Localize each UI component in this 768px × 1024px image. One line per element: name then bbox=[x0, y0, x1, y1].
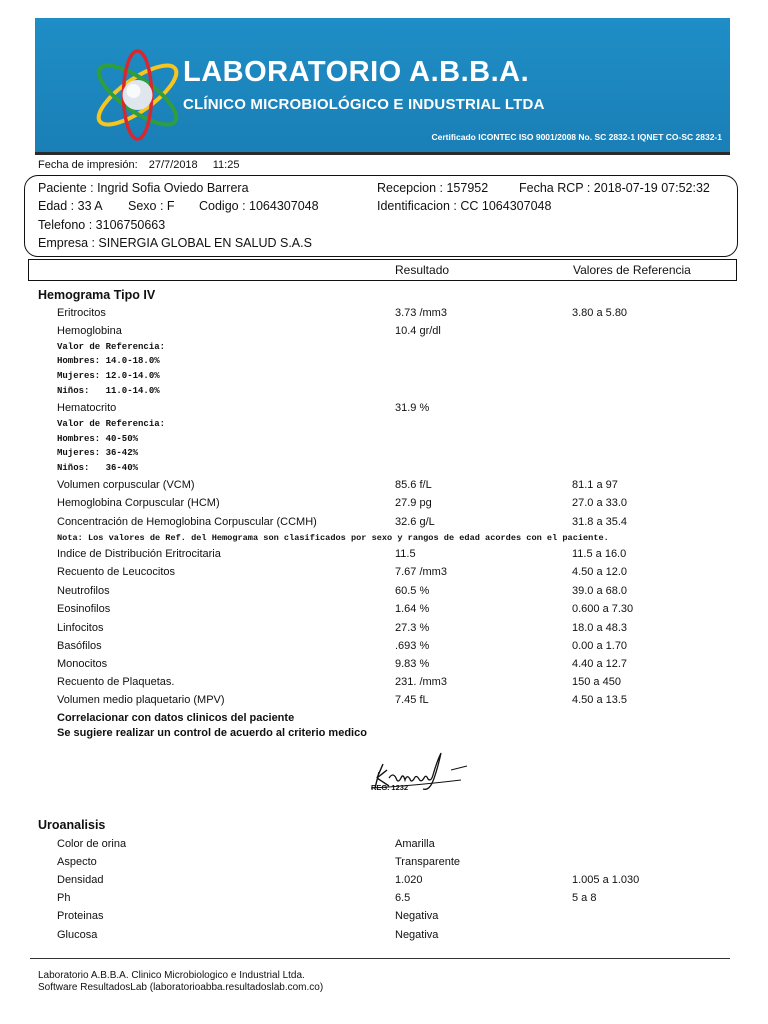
reference-note-line: Valor de Referencia: bbox=[57, 419, 166, 429]
test-reference: 4.50 a 12.0 bbox=[572, 566, 628, 578]
patient-age: Edad : 33 A bbox=[38, 199, 103, 213]
test-result: 6.5 bbox=[395, 892, 411, 904]
test-name: Indice de Distribución Eritrocitaria bbox=[57, 548, 221, 560]
test-result: 9.83 % bbox=[395, 658, 430, 670]
reference-note-line: Hombres: 40-50% bbox=[57, 434, 139, 444]
col-header-result: Resultado bbox=[395, 263, 450, 277]
test-result: 1.64 % bbox=[395, 603, 430, 615]
patient-phone: Telefono : 3106750663 bbox=[38, 218, 166, 232]
reception-number: Recepcion : 157952 bbox=[377, 181, 489, 195]
test-reference: 81.1 a 97 bbox=[572, 479, 618, 491]
print-label: Fecha de impresión: bbox=[38, 159, 138, 171]
test-reference: 39.0 a 68.0 bbox=[572, 585, 628, 597]
test-name: Eritrocitos bbox=[57, 307, 106, 319]
test-name: Volumen corpuscular (VCM) bbox=[57, 479, 195, 491]
test-reference: 18.0 a 48.3 bbox=[572, 622, 628, 634]
test-result: 85.6 f/L bbox=[395, 479, 432, 491]
test-reference: 0.00 a 1.70 bbox=[572, 640, 628, 652]
test-name: Eosinofilos bbox=[57, 603, 111, 615]
test-name: Aspecto bbox=[57, 856, 97, 868]
test-result: 1.020 bbox=[395, 874, 423, 886]
test-reference: 1.005 a 1.030 bbox=[572, 874, 640, 886]
test-name: Recuento de Leucocitos bbox=[57, 566, 176, 578]
certification-text: Certificado ICONTEC ISO 9001/2008 No. SC 2832-1 IQNET CO-SC 2832-1 bbox=[431, 132, 722, 142]
test-result: Negativa bbox=[395, 929, 439, 941]
reference-note-line: Mujeres: 36-42% bbox=[57, 448, 139, 458]
reference-note-line: Valor de Referencia: bbox=[57, 342, 166, 352]
reception-date: Fecha RCP : 2018-07-19 07:52:32 bbox=[519, 181, 710, 195]
test-reference: 4.40 a 12.7 bbox=[572, 658, 628, 670]
col-header-reference: Valores de Referencia bbox=[573, 263, 691, 277]
test-result: 32.6 g/L bbox=[395, 516, 435, 528]
patient-name: Paciente : Ingrid Sofia Oviedo Barrera bbox=[38, 181, 249, 195]
clinical-note: Correlacionar con datos clinicos del paciente bbox=[57, 712, 295, 724]
footer-lab-name: Laboratorio A.B.B.A. Clinico Microbiologico e Industrial Ltda. bbox=[38, 970, 305, 981]
test-name: Color de orina bbox=[57, 838, 127, 850]
signature-registration: REG. 1232 bbox=[371, 783, 409, 792]
test-name: Hematocrito bbox=[57, 402, 117, 414]
test-reference: 5 a 8 bbox=[572, 892, 597, 904]
reference-note-line: Hombres: 14.0-18.0% bbox=[57, 356, 160, 366]
test-name: Densidad bbox=[57, 874, 104, 886]
test-result: 60.5 % bbox=[395, 585, 430, 597]
patient-sex: Sexo : F bbox=[128, 199, 175, 213]
test-result: Transparente bbox=[395, 856, 461, 868]
test-result: Amarilla bbox=[395, 838, 435, 850]
test-reference: 150 a 450 bbox=[572, 676, 621, 688]
lab-name: LABORATORIO A.B.B.A. bbox=[183, 56, 530, 88]
patient-id: Identificacion : CC 1064307048 bbox=[377, 199, 552, 213]
clinical-note: Se sugiere realizar un control de acuerdo al criterio medico bbox=[57, 727, 367, 739]
header-divider bbox=[35, 152, 730, 155]
section-title-hemograma: Hemograma Tipo IV bbox=[38, 288, 156, 302]
test-result: 3.73 /mm3 bbox=[395, 307, 447, 319]
footer-divider bbox=[30, 958, 730, 959]
test-name: Basófilos bbox=[57, 640, 102, 652]
test-name: Concentración de Hemoglobina Corpuscular (CCMH) bbox=[57, 516, 317, 528]
test-name: Proteinas bbox=[57, 910, 104, 922]
test-reference: 11.5 a 16.0 bbox=[572, 548, 627, 560]
test-reference: 27.0 a 33.0 bbox=[572, 497, 628, 509]
test-result: 27.3 % bbox=[395, 622, 430, 634]
test-name: Monocitos bbox=[57, 658, 108, 670]
test-result: 7.67 /mm3 bbox=[395, 566, 447, 578]
test-name: Ph bbox=[57, 892, 71, 904]
test-reference: 31.8 a 35.4 bbox=[572, 516, 628, 528]
test-result: 27.9 pg bbox=[395, 497, 432, 509]
header-banner bbox=[35, 18, 730, 152]
reference-note-line: Niños: 11.0-14.0% bbox=[57, 386, 160, 396]
print-date: 27/7/2018 bbox=[148, 159, 198, 171]
test-name: Hemoglobina Corpuscular (HCM) bbox=[57, 497, 220, 509]
test-result: 7.45 fL bbox=[395, 694, 429, 706]
test-result: 10.4 gr/dl bbox=[395, 325, 441, 337]
reference-note-line: Mujeres: 12.0-14.0% bbox=[57, 371, 160, 381]
test-result: 231. /mm3 bbox=[395, 676, 447, 688]
test-result: .693 % bbox=[395, 640, 430, 652]
print-time: 11:25 bbox=[212, 159, 240, 171]
patient-code: Codigo : 1064307048 bbox=[199, 199, 319, 213]
lab-subtitle: CLÍNICO MICROBIOLÓGICO E INDUSTRIAL LTDA bbox=[183, 96, 545, 113]
reference-note-line: Niños: 36-40% bbox=[57, 463, 139, 473]
test-result: 11.5 bbox=[395, 548, 416, 560]
test-name: Linfocitos bbox=[57, 622, 104, 634]
test-name: Glucosa bbox=[57, 929, 98, 941]
test-name: Recuento de Plaquetas. bbox=[57, 676, 175, 688]
test-reference: 3.80 a 5.80 bbox=[572, 307, 628, 319]
atom-logo-icon bbox=[85, 43, 190, 143]
print-info bbox=[38, 159, 239, 171]
section-title-uroanalisis: Uroanalisis bbox=[38, 818, 106, 832]
test-name: Neutrofilos bbox=[57, 585, 110, 597]
test-reference: 4.50 a 13.5 bbox=[572, 694, 628, 706]
test-name: Hemoglobina bbox=[57, 325, 122, 337]
hemogram-note: Nota: Los valores de Ref. del Hemograma son clasificados por sexo y rangos de edad acordes con el paciente. bbox=[57, 533, 609, 543]
patient-company: Empresa : SINERGIA GLOBAL EN SALUD S.A.S bbox=[38, 236, 312, 250]
test-name: Volumen medio plaquetario (MPV) bbox=[57, 694, 225, 706]
test-reference: 0.600 a 7.30 bbox=[572, 603, 634, 615]
test-result: Negativa bbox=[395, 910, 439, 922]
test-result: 31.9 % bbox=[395, 402, 430, 414]
footer-software: Software ResultadosLab (laboratorioabba.resultadoslab.com.co) bbox=[38, 982, 324, 993]
